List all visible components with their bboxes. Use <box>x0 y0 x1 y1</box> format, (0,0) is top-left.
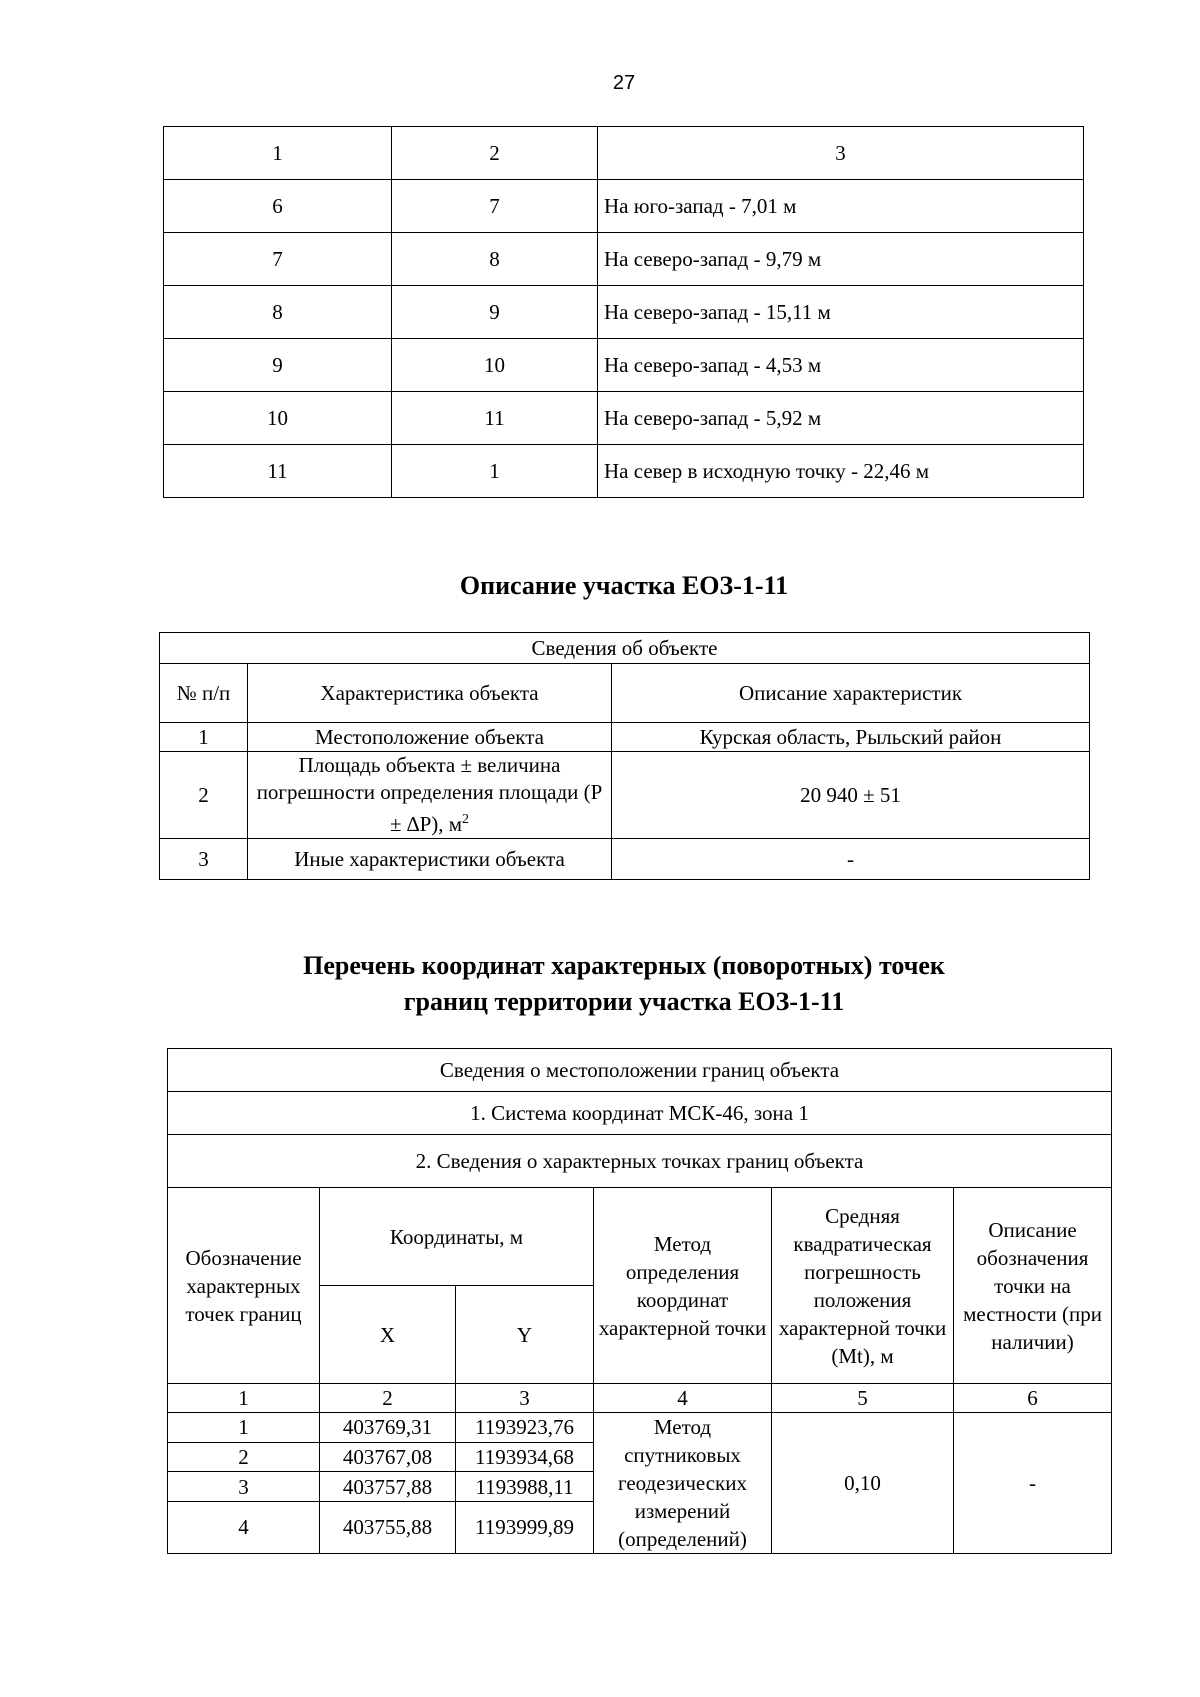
direction-cell: На северо-запад - 4,53 м <box>598 339 1084 392</box>
column-header-characteristic: Характеристика объекта <box>248 664 612 723</box>
header-cell: 1 <box>164 127 392 180</box>
column-header-number: № п/п <box>160 664 248 723</box>
column-header-method: Метод определения координат характерной точки <box>594 1188 772 1384</box>
point-x: 403755,88 <box>320 1501 456 1553</box>
direction-cell: На север в исходную точку - 22,46 м <box>598 445 1084 498</box>
column-number: 6 <box>954 1384 1112 1413</box>
table-row <box>160 752 1090 839</box>
row-characteristic <box>248 752 612 839</box>
column-header-coordinates: Координаты, м <box>320 1188 594 1286</box>
object-info-table <box>159 632 1090 880</box>
point-x: 403757,88 <box>320 1472 456 1502</box>
point-x: 403767,08 <box>320 1442 456 1472</box>
from-point-cell: 11 <box>164 445 392 498</box>
table-row <box>164 339 1084 392</box>
column-header-y: Y <box>456 1286 594 1384</box>
table-row <box>164 286 1084 339</box>
header-cell: 2 <box>392 127 598 180</box>
point-y: 1193988,11 <box>456 1472 594 1502</box>
section-title-line2: границ территории участка ЕОЗ-1-11 <box>403 987 845 1016</box>
point-id: 2 <box>168 1442 320 1472</box>
from-point-cell: 6 <box>164 180 392 233</box>
point-y: 1193934,68 <box>456 1442 594 1472</box>
direction-cell: На северо-запад - 9,79 м <box>598 233 1084 286</box>
method-cell: Метод спутниковых геодезических измерений (определений) <box>594 1413 772 1554</box>
column-number: 3 <box>456 1384 594 1413</box>
column-header-designation: Обозначение характерных точек границ <box>168 1188 320 1384</box>
coordinates-table <box>167 1048 1112 1554</box>
section-title: Описание участка ЕОЗ-1-11 <box>459 571 789 600</box>
row-number: 3 <box>160 839 248 880</box>
column-number: 1 <box>168 1384 320 1413</box>
row-description: 20 940 ± 51 <box>612 752 1090 839</box>
column-number: 2 <box>320 1384 456 1413</box>
point-id: 4 <box>168 1501 320 1553</box>
to-point-cell: 7 <box>392 180 598 233</box>
header-cell: 3 <box>598 127 1084 180</box>
point-y: 1193923,76 <box>456 1413 594 1443</box>
to-point-cell: 11 <box>392 392 598 445</box>
from-point-cell: 8 <box>164 286 392 339</box>
table-row <box>168 1413 1112 1443</box>
column-header-description: Описание характеристик <box>612 664 1090 723</box>
boundary-description-table <box>163 126 1084 498</box>
error-cell: 0,10 <box>772 1413 954 1554</box>
table-header-row <box>164 127 1084 180</box>
area-label: Площадь объекта ± величина погрешности определения площади (Р ± ∆Р), м <box>256 753 603 836</box>
to-point-cell: 9 <box>392 286 598 339</box>
direction-cell: На юго-запад - 7,01 м <box>598 180 1084 233</box>
table-row <box>164 392 1084 445</box>
point-x: 403769,31 <box>320 1413 456 1443</box>
table-row <box>164 180 1084 233</box>
row-characteristic: Иные характеристики объекта <box>248 839 612 880</box>
point-y: 1193999,89 <box>456 1501 594 1553</box>
to-point-cell: 10 <box>392 339 598 392</box>
row-characteristic: Местоположение объекта <box>248 723 612 752</box>
table-row <box>160 839 1090 880</box>
table-row <box>164 445 1084 498</box>
point-id: 1 <box>168 1413 320 1443</box>
point-id: 3 <box>168 1472 320 1502</box>
row-description: - <box>612 839 1090 880</box>
row-description: Курская область, Рыльский район <box>612 723 1090 752</box>
table-caption-coordinate-system: 1. Система координат МСК-46, зона 1 <box>168 1092 1112 1135</box>
from-point-cell: 9 <box>164 339 392 392</box>
table-caption-points: 2. Сведения о характерных точках границ объекта <box>168 1135 1112 1188</box>
superscript-2: 2 <box>462 812 470 827</box>
description-cell: - <box>954 1413 1112 1554</box>
column-header-x: X <box>320 1286 456 1384</box>
column-number-row <box>168 1384 1112 1413</box>
row-number: 1 <box>160 723 248 752</box>
direction-cell: На северо-запад - 5,92 м <box>598 392 1084 445</box>
table-row <box>160 723 1090 752</box>
table-row <box>164 233 1084 286</box>
row-number: 2 <box>160 752 248 839</box>
column-header-error: Средняя квадратическая погрешность положения характерной точки (Mt), м <box>772 1188 954 1384</box>
table-caption: Сведения об объекте <box>160 633 1090 664</box>
table-caption-boundaries: Сведения о местоположении границ объекта <box>168 1049 1112 1092</box>
column-number: 4 <box>594 1384 772 1413</box>
to-point-cell: 1 <box>392 445 598 498</box>
from-point-cell: 7 <box>164 233 392 286</box>
to-point-cell: 8 <box>392 233 598 286</box>
column-number: 5 <box>772 1384 954 1413</box>
page-number: 27 <box>612 72 636 94</box>
column-header-description: Описание обозначения точки на местности (при наличии) <box>954 1188 1112 1384</box>
direction-cell: На северо-запад - 15,11 м <box>598 286 1084 339</box>
section-title-line1: Перечень координат характерных (поворотных) точек <box>303 951 945 980</box>
from-point-cell: 10 <box>164 392 392 445</box>
